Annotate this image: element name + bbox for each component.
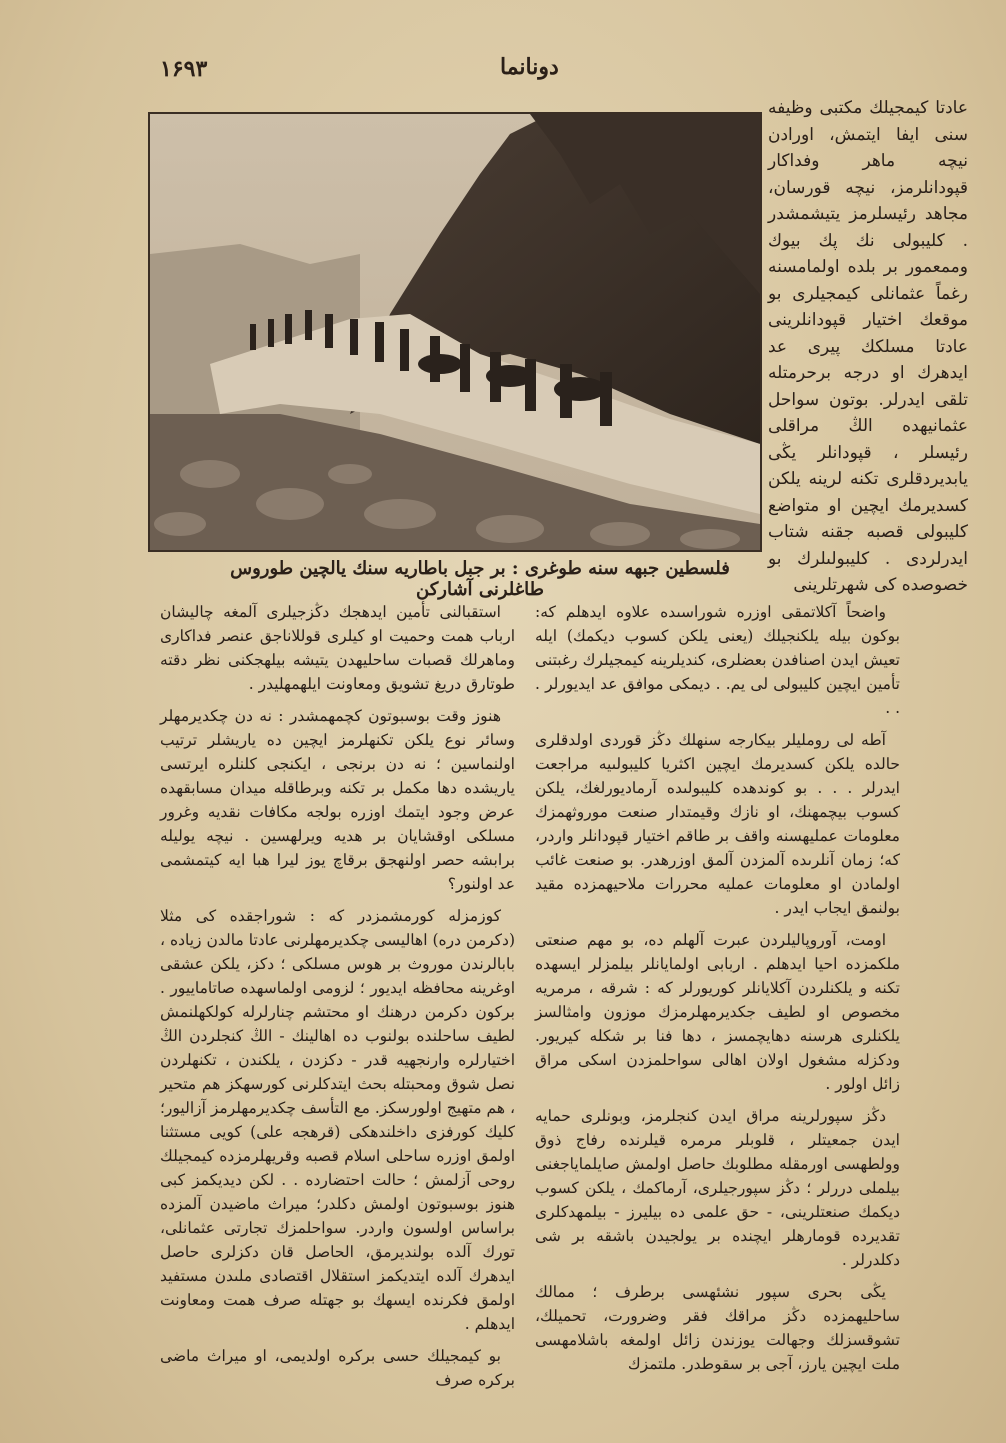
paragraph: آطه لى رومليلر بيكارجه سنهلك دڭز قوردى اولدقلرى حالده يلكن كسديرمك ايچين اكثريا كليبولىيه مراجعت ايدرلر . . . بو كوندهده كليبولىده آرماديورلغك، يلكن كسوب بيچمهنك، او نازك وقيمتدار صنعت موروثهمزك معلومات عمليهسنه واقف بر طاقم اختيار قپودانلر واردر، كه؛ زمان آنلرىده آلمزدن آلمق اوزرهدر. بو صنعت غائب اولمادن او معلومات عمليه محررات ملاحيهمزده مقيد بولنمق ايجاب ايدر .	[535, 731, 900, 917]
page-header	[160, 48, 920, 88]
paragraph: دڭز سپورلرينه مراق ايدن كنجلرمز، وبونلرى حمايه ايدن جمعيتلر ، قلوبلر مرمره قيلرنده رفاج ذوق وولطهسى اورمقله مطلوبك حاصل اولمش صايلماياجغنى بيلملى دررلر ؛ دڭز سپورجيلرى، آرماكمك ، يلكن كسوب ديكمك صنعتلرينى، - حق علمى ده بيليرز - بيلمهدكلرى تقديرده قومارهلر ايچنده بر يولجيدن باشقه بر شى دكلدرلر .	[535, 1107, 900, 1269]
paragraph: بو كيمجيلك حسى بركره اولديمى، او ميراث ماضى بركره صرف	[160, 1347, 515, 1389]
side-column-text: عادتا كيمجيلك مكتبى وظيفه سنى ايفا ايتمش، اورادن نيچه ماهر وفداكار قپودانلرمز، نيچه قورسان، مجاهد رئيسلرمز يتيشمشدر . كليبولى نك پك بيوك وممعمور بر بلده اولمامسنه رغماً عثمانلى كيمجيلرى بو موقعك اختيار قپودانلرينى عادتا مسلكك پيرى عد ايدهرك او درجه برحرمتله تلقى ايدرلر. بوتون سواحل عثمانيهده الڭ مراقلى رئيسلر ، قپودانلر يڭى يابديردقلرى تكنه لرينه يلكن كسديرمك ايچين او متواضع كليبولى قصبه جقنه شتاب ايدرلردى . كليبولىلرك بو خصوصده كى شهرتلرينى	[768, 98, 968, 595]
journal-title: دونانما	[500, 54, 559, 80]
paragraph: كوزمزله كورمشمزدر كه : شوراجقده كى مثلا (دكرمن دره) اهاليسى چكديرمهلرنى عادتا مالدن زياده ، بابالرندن موروث بر هوس مسلكى ؛ دكز، يلكن عشقى اوغرينه محافظه ايديور ؛ لزومى اولماسهده صاتاماييور . بركون دكرمن درهنك او محتشم چنارلرله كولكهلنمش لطيف ساحلنده بولنوب ده اهالينك - الڭ كنجلردن الڭ اختيارلره وارنجهيه قدر - دكزدن ، يلكندن ، تكنهلردن نصل شوق ومحبتله بحث ايتدكلرنى كورسهكز هم متحير ، هم متهيج اولورسكز. مع التأسف چكديرمهلرمز آزاليور؛ كليك كورفزى داخلندهكى (قرهجه على) كويى مستثنا اولمق اوزره ساحلى اسلام قصبه وقريهلرمزده كيمجيلك روحى آزلمش ؛ حالت احتضارده . . لكن ديديكمز كبى هنوز بوسبوتون اولمش دكلدر؛ ميراث ماضيدن آلمزده براساس اولسون واردر. سواحلمزك تجارتى عثمانلى، تورك آلده بولنديرمق، الحاصل قان دكزلرى حاصل ايدهرك آلده ايتديكمز استقلال اقتصادى ملىدن مستفيد اولمق فكرنده ايسهك بو جهتله صرف همت ومعاونت ايدهلم .	[160, 907, 515, 1333]
paragraph: هنوز وقت بوسبوتون كچمهمشدر : نه دن چكديرمهلر وسائر نوع يلكن تكنهلرمز ايچين ده ياريشلر ترتيب اولنماسين ؛ نه دن برنجى ، ايكنجى كلنلره ايرتسى ياريشده دها مكمل بر تكنه وبرطاقله ميدان مسابقهده عرض وجود ايتمك اوزره بولجه مكافات نقديه وغرور مسلكى اوقشايان بر هديه ويرلهسين . نيچه يوليله برابشه حصر اولنهجق برقاچ يوز ليرا هبا ايه كيتمشمى عد اولنور؟	[160, 707, 515, 893]
photograph-illustration	[150, 114, 760, 550]
photo-caption: فلسطين جبهه سنه طوغرى : بر جبل باطاريه سنك يالچين طوروس طاغلرنى آشاركن	[230, 558, 730, 600]
photograph	[148, 112, 762, 552]
paragraph: استقبالنى تأمين ايدهجك دڭزجيلرى آلمغه چاليشان ارباب همت وحميت او كيلرى قوللاناجق عنصر فداكارى وماهرلك قصبات ساحليهدن يتيشه بيلهجكنى نظر دقته طوتارق دريغ تشويق ومعاونت ايلهمهليدر .	[160, 603, 515, 693]
right-column	[535, 600, 900, 1373]
page-number: ۱۶۹۳	[160, 56, 208, 82]
paragraph: اومت، آوروپاليلردن عبرت آلهلم ده، بو مهم صنعتى ملكمزده احيا ايدهلم . اربابى اولمايانلر بيلمزلر ايسهده تكنه و يلكنلردن آكلايانلر كوريورلر كه : شرقه ، مرمريه مخصوص او لطيف جكديرمهلرمزك موزون وامثالسز يلكنلرى هرسنه دهايچمسز ، دها فنا بر شكله كيريور. ودكزله مشغول اولان اهالى سواحلمزدن اسكى مراق زائل اولور .	[535, 931, 900, 1093]
left-column	[160, 600, 515, 1389]
paragraph: واضحاً آكلاتمقى اوزره شوراسىده علاوه ايدهلم كه: بوكون بيله يلكنجيلك (يعنى يلكن كسوب ديكمك) ايله تعيش ايدن اصنافدن بعضلرى، كنديلرينه كيمجيلرك رغبتنى تأمين ايچين كليبولى لى يم. . ديمكى موافق عد ايديورلر . . .	[535, 603, 900, 717]
paragraph: يڭى بحرى سپور نشئهسى برطرف ؛ ممالك ساحليهمزده دڭز مراقك فقر وضرورت، تحميلك، تشوقسزلك وجهالت يوزندن زائل اولمغه باشلامهسى ملت ايچين يارز، آجى بر سقوطدر. ملتمزك	[535, 1283, 900, 1373]
